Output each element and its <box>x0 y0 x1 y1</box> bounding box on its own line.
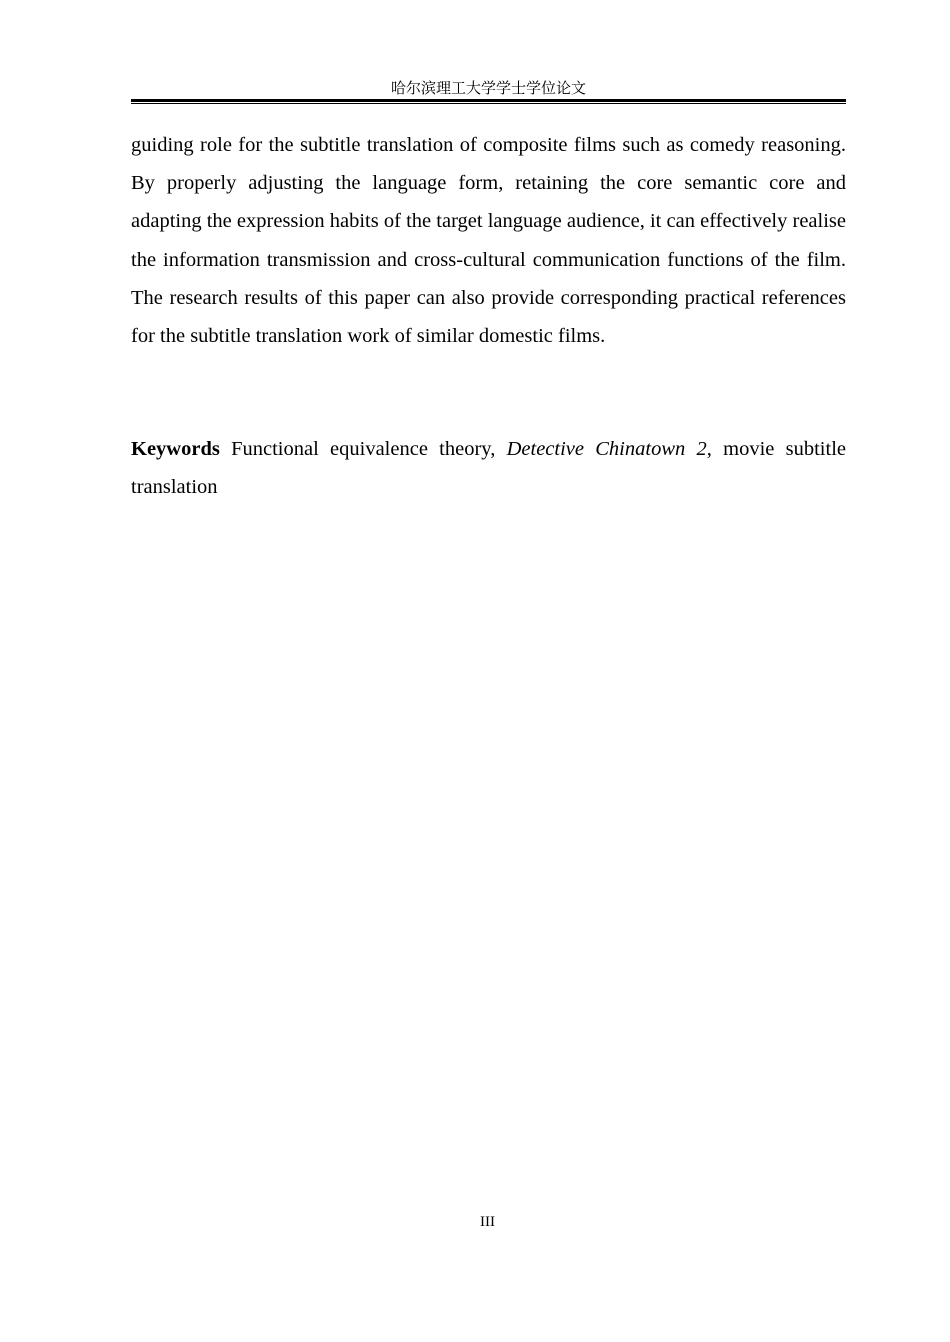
keywords-paragraph <box>131 430 846 506</box>
keywords-text-1: Functional equivalence theory, <box>219 438 507 460</box>
running-header: 哈尔滨理工大学学士学位论文 <box>390 79 586 97</box>
header-rule-thin <box>131 103 846 104</box>
keywords-film-title: Detective Chinatown 2 <box>506 438 707 460</box>
body-paragraph: guiding role for the subtitle translation of composite films such as comedy reasoning. By properly adjusting the language form, retaining the core semantic core and adapting the expression habits of the target language audience, it can effectively realise the information transmission and cross-cultural communication functions of the film. The research results of this paper can also provide corresponding practical references for the subtitle translation work of similar domestic films. <box>131 134 846 348</box>
keywords-text-2: , movie subtitle translation <box>131 438 846 499</box>
keywords-label: Keywords <box>131 438 220 460</box>
page-number: III <box>480 1214 495 1230</box>
header-rule-thick <box>131 99 846 102</box>
